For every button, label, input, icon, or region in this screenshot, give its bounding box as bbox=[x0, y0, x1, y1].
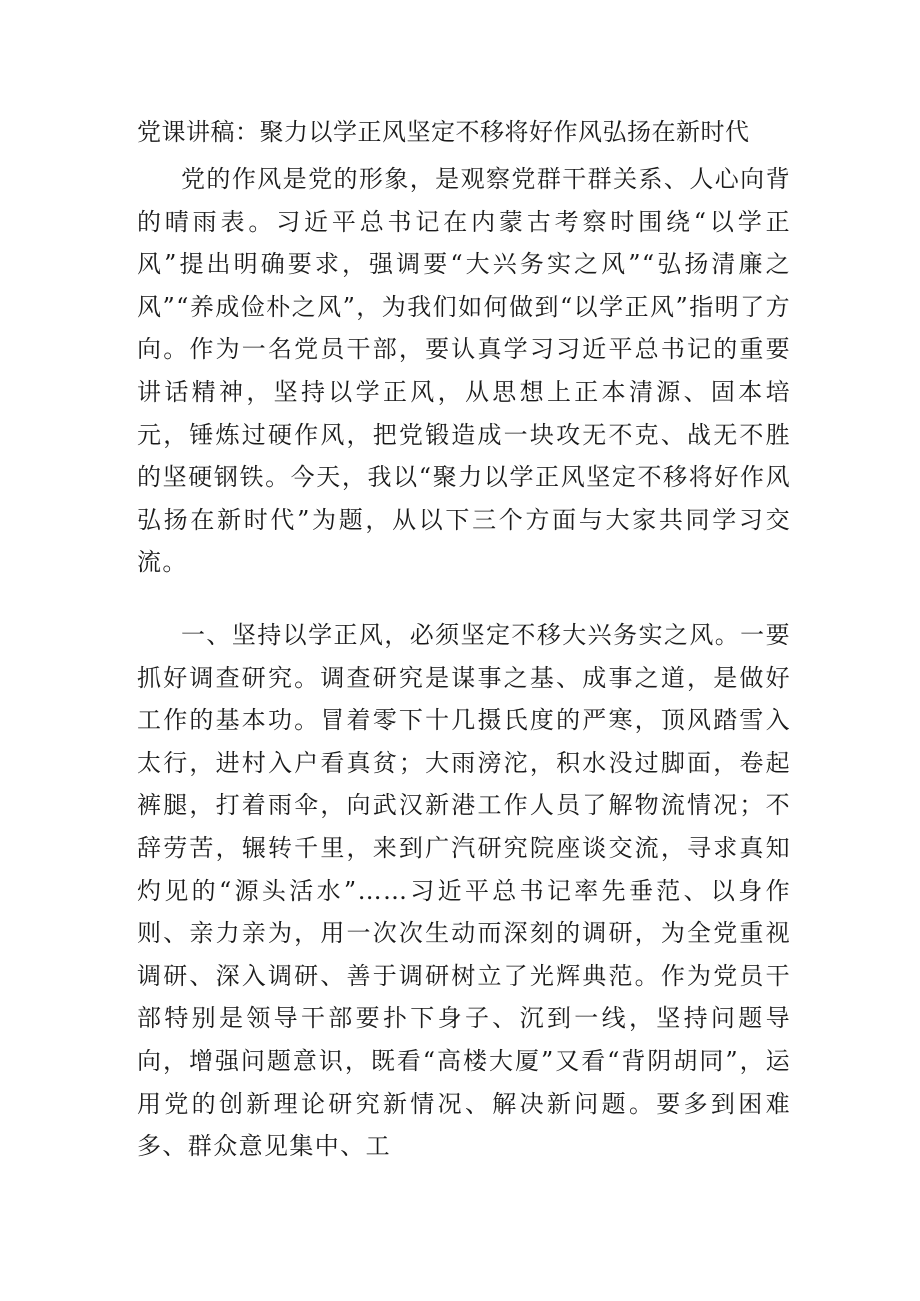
document-title: 党课讲稿：聚力以学正风坚定不移将好作风弘扬在新时代 bbox=[137, 118, 750, 146]
paragraph-intro: 党的作风是党的形象，是观察党群干群关系、人心向背的晴雨表。习近平总书记在内蒙古考察时围绕“以学正风”提出明确要求，强调要“大兴务实之风”“弘扬清廉之风”“养成俭朴之风”，为我们如何做到“以学正风”指明了方向。作为一名党员干部，要认真学习习近平总书记的重要讲话精神，坚持以学正风，从思想上正本清源、固本培元，锤炼过硬作风，把党锻造成一块攻无不克、战无不胜的坚硬钢铁。今天，我以“聚力以学正风坚定不移将好作风弘扬在新时代”为题，从以下三个方面与大家共同学习交流。 bbox=[137, 165, 791, 577]
paragraph-section-one: 一、坚持以学正风，必须坚定不移大兴务实之风。一要抓好调查研究。调查研究是谋事之基、成事之道，是做好工作的基本功。冒着零下十几摄氏度的严寒，顶风踏雪入太行，进村入户看真贫；大雨滂沱，积水没过脚面，卷起裤腿，打着雨伞，向武汉新港工作人员了解物流情况；不辞劳苦，辗转千里，来到广汽研究院座谈交流，寻求真知灼见的“源头活水”……习近平总书记率先垂范、以身作则、亲力亲为，用一次次生动而深刻的调研，为全党重视调研、深入调研、善于调研树立了光辉典范。作为党员干部特别是领导干部要扑下身子、沉到一线，坚持问题导向，增强问题意识，既看“高楼大厦”又看“背阴胡同”，运用党的创新理论研究新情况、解决新问题。要多到困难多、群众意见集中、工 bbox=[137, 621, 791, 1161]
